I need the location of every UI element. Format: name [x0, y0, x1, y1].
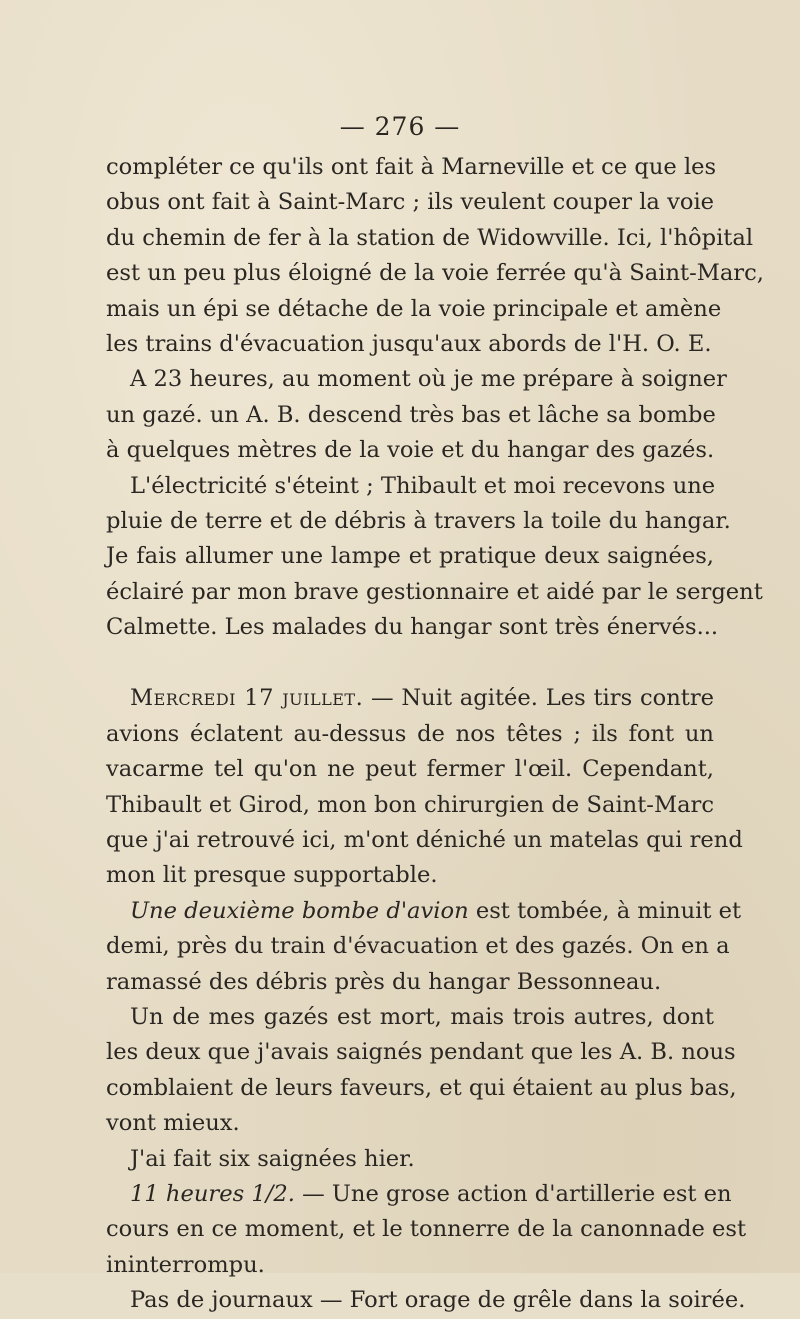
text-line: vacarme tel qu'on ne peut fermer l'œil. Cependant,	[106, 756, 714, 783]
text-line: éclairé par mon brave gestionnaire et aidé par le sergent	[106, 578, 763, 605]
text-line: est un peu plus éloigné de la voie ferrée qu'à Saint-Marc,	[106, 260, 764, 287]
text-line: cours en ce moment, et le tonnerre de la canonnade est	[106, 1216, 747, 1243]
text-line: un gazé. un A. B. descend très bas et lâche sa bombe	[106, 401, 716, 428]
text-line: Pas de journaux — Fort orage de grêle dans la soirée.	[130, 1287, 746, 1314]
page-number: — 276 —	[339, 112, 461, 141]
text-line: mon lit presque supportable.	[106, 862, 438, 889]
text-line: Thibault et Girod, mon bon chirurgien de Saint-Marc	[106, 791, 714, 818]
text-line: Un de mes gazés est mort, mais trois autres, dont	[130, 1003, 714, 1030]
text-line: Calmette. Les malades du hangar sont très énervés...	[106, 614, 719, 641]
entry-date: Mercredi 17 juillet.	[130, 685, 364, 712]
section-separator	[106, 645, 714, 681]
entry-heading-rest: — Nuit agitée. Les tirs contre	[371, 685, 714, 712]
body-text	[106, 150, 764, 1319]
text-line: du chemin de fer à la station de Widowville. Ici, l'hôpital	[106, 224, 754, 251]
text-line: les deux que j'avais saignés pendant que les A. B. nous	[106, 1039, 736, 1066]
text-line: Je fais allumer une lampe et pratique deux saignées,	[106, 543, 714, 570]
text-line: avions éclatent au-dessus de nos têtes ; ils font un	[106, 720, 714, 747]
italic-lead-rest: est tombée, à minuit et	[475, 897, 742, 924]
text-line: comblaient de leurs faveurs, et qui étaient au plus bas,	[106, 1074, 737, 1101]
text-line: L'électricité s'éteint ; Thibault et moi recevons une	[130, 472, 716, 499]
text-line: demi, près du train d'évacuation et des gazés. On en a	[106, 933, 730, 960]
entry-heading-line	[106, 681, 714, 716]
time-lead-line	[106, 1177, 732, 1212]
text-line: obus ont fait à Saint-Marc ; ils veulent couper la voie	[106, 189, 715, 216]
text-line: A 23 heures, au moment où je me prépare à soigner	[130, 366, 727, 393]
italic-lead-line	[106, 894, 742, 929]
text-line: à quelques mètres de la voie et du hangar des gazés.	[106, 437, 715, 464]
text-line: vont mieux.	[106, 1110, 240, 1137]
italic-lead: Une deuxième bombe d'avion	[130, 897, 469, 924]
text-line: compléter ce qu'ils ont fait à Marneville et ce que les	[106, 154, 717, 180]
text-line: ininterrompu.	[106, 1251, 265, 1278]
text-line: ramassé des débris près du hangar Bessonneau.	[106, 968, 662, 995]
time-lead-rest: — Une grose action d'artillerie est en	[302, 1180, 732, 1207]
text-line: pluie de terre et de débris à travers la toile du hangar.	[106, 507, 731, 534]
text-line: mais un épi se détache de la voie principale et amène	[106, 295, 722, 322]
time-lead: 11 heures 1/2.	[130, 1180, 295, 1207]
text-line: les trains d'évacuation jusqu'aux abords de l'H. O. E.	[106, 330, 712, 357]
text-line: J'ai fait six saignées hier.	[130, 1145, 415, 1172]
text-line: que j'ai retrouvé ici, m'ont déniché un matelas qui rend	[106, 827, 743, 854]
